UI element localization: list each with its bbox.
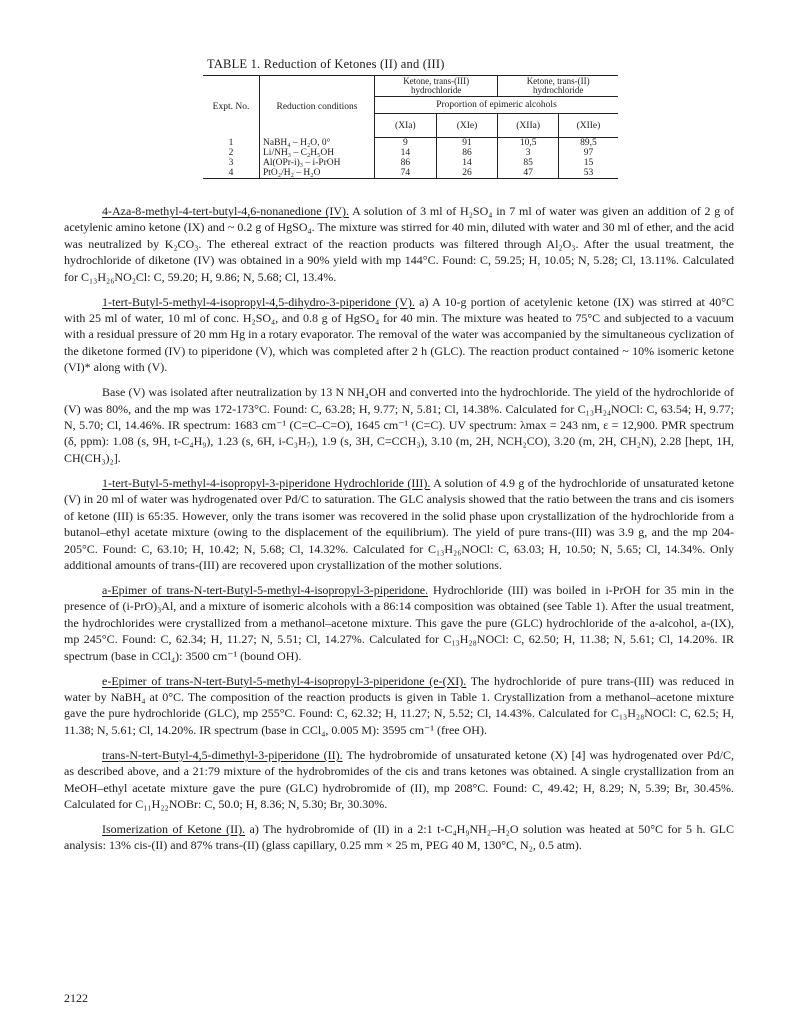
- paragraph-a-epimer: [64, 582, 734, 664]
- ketone-iii-header: Ketone, trans-(III) hydrochloride: [375, 76, 498, 97]
- table-row: [203, 168, 618, 179]
- body-text: [64, 203, 734, 862]
- paragraph-base-v: [64, 384, 734, 466]
- section-title: a-Epimer of trans-N-tert-Butyl-5-methyl-4-isopropyl-3-piperidone.: [102, 582, 429, 597]
- proportion-header: Proportion of epimeric alcohols: [375, 97, 619, 114]
- paragraph-diketone-iv: [64, 203, 734, 285]
- section-title: 1-tert-Butyl-5-methyl-4-isopropyl-3-piperidone Hydrochloride (III).: [102, 475, 431, 490]
- cell-xie: 91: [436, 138, 498, 149]
- paragraph-hydrochloride-iii: [64, 475, 734, 573]
- table-caption: TABLE 1. Reduction of Ketones (II) and (III): [207, 57, 445, 71]
- cell-xiie: 89,5: [580, 138, 597, 148]
- paragraph-piperidone-ii: [64, 747, 734, 813]
- cell-xie: 86: [436, 148, 498, 158]
- sub-header-xie: (XIe): [436, 114, 498, 138]
- paragraph-body: Base (V) was isolated after neutralization by 13 N NH₄OH and converted into the hydrochloride. The yield of the hydrochloride of (V) was 80%, and the mp was 172-173°C. Found: C, 63.28; H, 9.77; N, 5.81; Cl, 14.38%. Calculated for C₁₃H₂₄NOCl: C, 63.54; H, 9.77; N, 5.70; Cl, 14.46%. IR spectrum: 1683 cm⁻¹ (C=C–C=O), 1645 cm⁻¹ (C=C). UV spectrum: λmax = 243 nm, ε = 12,900. PMR spectrum (δ, ppm): 1.08 (s, 9H, t-C₄H₉), 1.23 (s, 6H, i-C₃H₇), 1.9 (s, 3H, C=CCH₃), 3.10 (m, 2H, NCH₂CO), 3.20 (m, 2H, CH₂N), 2.28 [hept, 1H, CH(CH₃)₂].: [64, 385, 734, 465]
- ketone-ii-header: Ketone, trans-(II) hydrochloride: [498, 76, 618, 97]
- section-title: 1-tert-Butyl-5-methyl-4-isopropyl-4,5-dihydro-3-piperidone (V).: [102, 294, 415, 309]
- paragraph-body: The hydrochloride of pure trans-(III) was reduced in water by NaBH₄ at 0°C. The composition of the reaction products is given in Table 1. Crystallization from a methanol–acetone mixture gave the pure hydrochloride (GLC), mp 255°C. Found: C, 62.32; H, 11.27; N, 5.52; Cl, 14.43%. Calculated for C₁₃H₂₈NOCl: C, 62.5; H, 11.38; N, 5.61; Cl, 14.20%. IR spectrum (base in CCl₄, 0.005 M): 3595 cm⁻¹ (free OH).: [64, 673, 735, 737]
- section-title: trans-N-tert-Butyl-4,5-dimethyl-3-piperidone (II).: [102, 747, 343, 762]
- section-title: e-Epimer of trans-N-tert-Butyl-5-methyl-4-isopropyl-3-piperidone (e-(XI).: [102, 673, 467, 688]
- sub-header-xia: (XIa): [375, 114, 437, 138]
- row-conditions: PtO₂/H₂ – H₂O: [260, 168, 375, 179]
- cell-xia: 14: [375, 148, 437, 158]
- row-conditions: Li/NH₃ – C₂H₅OH: [260, 148, 375, 158]
- paragraph-body: A solution of 3 ml of H₂SO₄ in 7 ml of water was given an addition of 2 g of acetylenic amino ketone (IX) and ~ 0.2 g of HgSO₄. The mixture was stirred for 40 min, diluted with water and 30 ml of ether, and the acid was neutralized by K₂CO₃. The ethereal extract of the reaction products was filtered through Al₂O₃. After the usual treatment, the hydrochloride of diketone (IV) was obtained in a 90% yield with mp 144°C. Found: C, 59.25; H, 10.05; N, 5.28; Cl, 13.11%. Calculated for C₁₃H₂₆NO₂Cl: C, 59.20; H, 9.86; N, 5.68; Cl, 13.4%.: [64, 204, 734, 284]
- paragraph-body: The hydrobromide of unsaturated ketone (X) [4] was hydrogenated over Pd/C, as described above, and a 21:79 mixture of the hydrobromides of the cis and trans ketones was obtained. A single crystallization from an MeOH–ethyl acetate mixture gave the pure (GLC) hydrobromide of (II), mp 208°C. Found: C, 49.42; H, 8.29; N, 5.39; Br, 30.45%. Calculated for C₁₁H₂₂NOBr: C, 50.0; H, 8.36; N, 5.30; Br, 30.30%.: [64, 747, 734, 811]
- cell-xiia: 85: [498, 158, 559, 168]
- paragraph-body: a) The hydrobromide of (II) in a 2:1 t-C₄H₉NH₂–H₂O solution was heated at 50°C for 5 h. GLC analysis: 13% cis-(II) and 87% trans-(II) (glass capillary, 0.25 mm × 25 m, PEG 40 M, 130°C, N₂, 0.5 atm).: [64, 821, 734, 853]
- cell-xiia: 3: [498, 148, 559, 158]
- expt-header: Expt. No.: [203, 76, 260, 138]
- cell-xia: 74: [375, 168, 437, 179]
- paragraph-body: A solution of 4.9 g of the hydrochloride of unsaturated ketone (V) in 20 ml of water was hydrogenated over Pd/C to saturation. The GLC analysis showed that the ratio between the trans and cis isomers of ketone (III) is 65:35. However, only the trans isomer was recovered in the solid phase upon crystallization of the hydrochloride from a butanol–ethyl acetate mixture (owing to the displacement of the equilibrium). The yield of pure trans-(III) was 3.9 g, and the mp 204-205°C. Found: C, 63.10; H, 10.42; N, 5.68; Cl, 14.32%. Calculated for C₁₃H₂₆NOCl: C, 63.03; H, 10.50; N, 5.65; Cl, 14.34%. Only additional amounts of trans-(III) are recovered upon crystallization of the mother solutions.: [64, 475, 734, 572]
- row-number: 3: [203, 158, 260, 168]
- paragraph-body: a) A 10-g portion of acetylenic ketone (IX) was stirred at 40°C with 25 ml of water, 10 ml of conc. H₂SO₄, and 0.8 g of HgSO₄ for 40 min. The mixture was heated to 75°C and subjected to a vacuum with a residual pressure of 20 mm Hg in a rotary evaporator. The removal of the water was accompanied by the simultaneous cyclization of the diketone formed (IV) to piperidone (V), which was completed after 2 h (GLC). The reaction product contained ~ 10% isomeric ketone (VI)* along with (V).: [64, 294, 735, 375]
- reduction-table: [203, 75, 618, 179]
- cell-xia: 9: [375, 138, 437, 149]
- paragraph-piperidone-v: [64, 294, 734, 376]
- table-row: [203, 138, 618, 149]
- cell-xiie: 97: [583, 148, 594, 158]
- sub-header-xiia: (XIIa): [498, 114, 559, 138]
- cell-xie: 26: [436, 168, 498, 179]
- table-row: [203, 148, 618, 158]
- cell-xie: 14: [436, 158, 498, 168]
- section-title: Isomerization of Ketone (II).: [102, 821, 246, 836]
- conditions-header: Reduction conditions: [260, 76, 375, 138]
- cell-xiie: 15: [583, 158, 594, 168]
- section-title: 4-Aza-8-methyl-4-tert-butyl-4,6-nonanedione (IV).: [102, 204, 350, 218]
- paragraph-isomerization: [64, 821, 734, 854]
- row-number: 4: [203, 168, 260, 179]
- sub-header-xiie: (XIIe): [558, 114, 618, 138]
- row-conditions: NaBH₄ – H₂O, 0°: [260, 138, 375, 149]
- cell-xiia: 47: [498, 168, 559, 179]
- row-conditions: Al(OPr-i)₃ – i-PrOH: [260, 158, 375, 168]
- page-number: 2122: [64, 991, 88, 1005]
- cell-xia: 86: [375, 158, 437, 168]
- row-number: 1: [203, 138, 260, 149]
- table-row: [203, 158, 618, 168]
- paragraph-e-epimer: [64, 673, 734, 739]
- cell-xiia: 10,5: [498, 138, 559, 149]
- paragraph-body: Hydrochloride (III) was boiled in i-PrOH for 35 min in the presence of (i-PrO)₃Al, and a mixture of isomeric alcohols with a 86:14 composition was obtained (see Table 1). After the usual treatment, the hydrochlorides were crystallized from a methanol–acetone mixture. This gave the pure (GLC) hydrochloride of the a-alcohol, a-(IX), mp 245°C. Found: C, 62.34; H, 11.27; N, 5.51; Cl, 14.27%. Calculated for C₁₃H₂₈NOCl: C, 62.50; H, 11.38; N, 5.61; Cl, 14.20%. IR spectrum (base in CCl₄): 3500 cm⁻¹ (bound OH).: [64, 582, 734, 663]
- cell-xiie: 53: [583, 168, 594, 178]
- row-number: 2: [203, 148, 260, 158]
